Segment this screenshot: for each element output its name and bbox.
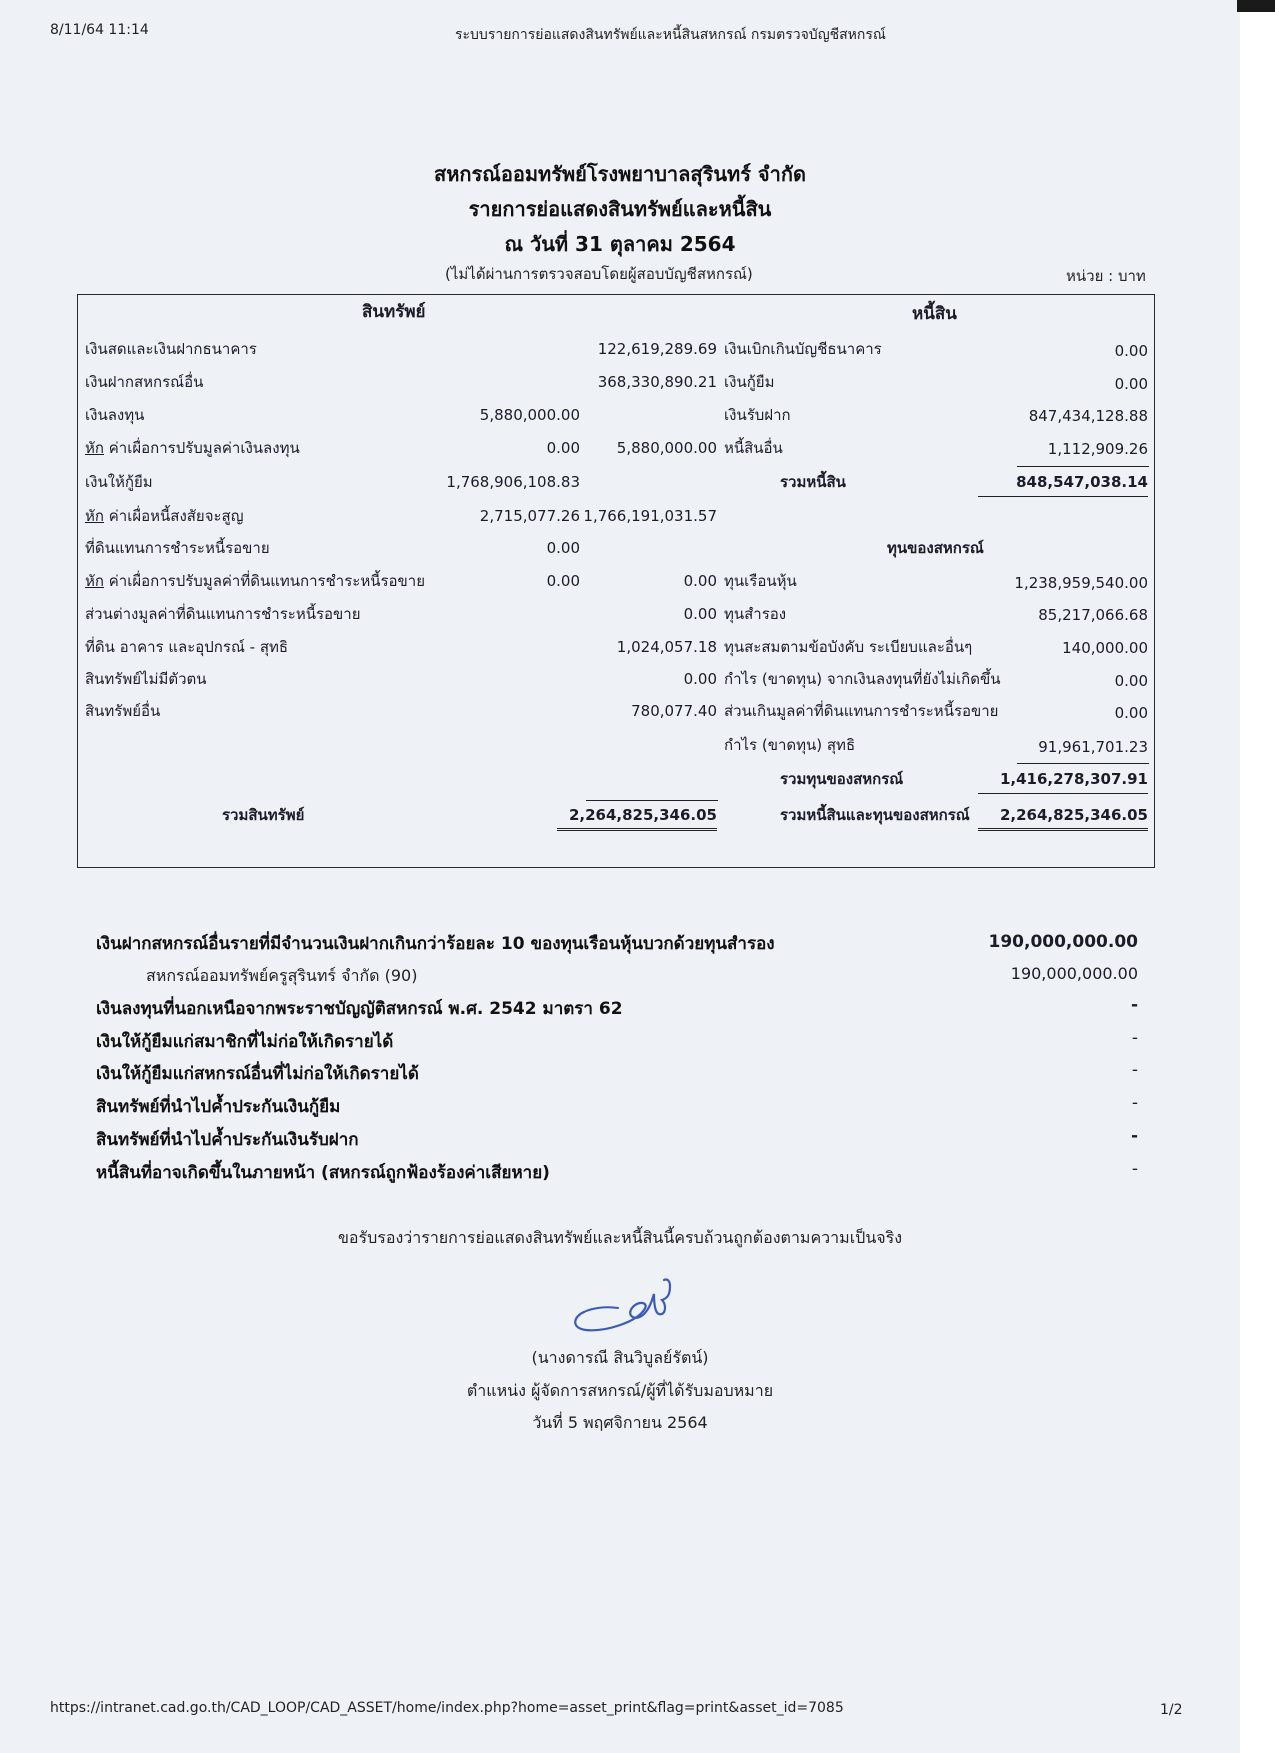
equity-heading: ทุนของสหกรณ์ [887, 539, 984, 557]
intangible-label: สินทรัพย์ไม่มีตัวตน [85, 670, 207, 688]
foreclosed-net: 0.00 [683, 572, 717, 590]
pledged-deposits-value: - [1130, 1126, 1138, 1146]
foreclosed-excess-label: ส่วนเกินมูลค่าที่ดินแทนการชำระหนี้รอขาย [724, 702, 999, 720]
foreclosed-excess: 0.00 [1114, 704, 1148, 722]
other-assets-label: สินทรัพย์อื่น [85, 702, 161, 720]
total-liabilities-label: รวมหนี้สิน [780, 473, 846, 491]
investment-adj: 0.00 [546, 439, 580, 457]
other-liabilities-label: หนี้สินอื่น [724, 439, 783, 457]
total-liabilities-rule [1017, 466, 1149, 467]
npl-members-label: เงินให้กู้ยืมแก่สมาชิกที่ไม่ก่อให้เกิดรายได้ [96, 1032, 394, 1052]
deposits-other-total: 368,330,890.21 [597, 373, 717, 391]
print-system-title: ระบบรายการย่อแสดงสินทรัพย์และหนี้สินสหกรณ์ กรมตรวจบัญชีสหกรณ์ [455, 27, 886, 43]
less-word: หัก [85, 507, 104, 525]
total-assets-label: รวมสินทรัพย์ [222, 806, 305, 824]
print-url: https://intranet.cad.go.th/CAD_LOOP/CAD_ASSET/home/index.php?home=asset_print&flag=print&asset_id=7085 [50, 1700, 844, 1716]
ppe-label: ที่ดิน อาคาร และอุปกรณ์ - สุทธิ [85, 638, 289, 656]
total-equity-label: รวมทุนของสหกรณ์ [780, 770, 904, 788]
foreclosed-gross: 0.00 [546, 539, 580, 557]
signer-name: (นางดารณี สินวิบูลย์รัตน์) [531, 1348, 709, 1367]
large-deposit-detail-label: สหกรณ์ออมทรัพย์ครูสุรินทร์ จำกัด (90) [146, 966, 418, 985]
report-title: รายการย่อแสดงสินทรัพย์และหนี้สิน [468, 197, 772, 221]
less-word: หัก [85, 439, 104, 457]
grand-total-label: รวมหนี้สินและทุนของสหกรณ์ [780, 806, 970, 824]
page-number: 1/2 [1160, 1702, 1183, 1718]
foreclosed-adj-row [85, 571, 425, 591]
org-name: สหกรณ์ออมทรัพย์โรงพยาบาลสุรินทร์ จำกัด [434, 162, 806, 186]
print-timestamp: 8/11/64 11:14 [50, 22, 149, 38]
contingent-label: หนี้สินที่อาจเกิดขึ้นในภายหน้า (สหกรณ์ถูกฟ้องร้องค่าเสียหาย) [96, 1163, 550, 1183]
pledged-loans-label: สินทรัพย์ที่นำไปค้ำประกันเงินกู้ยืม [96, 1097, 341, 1117]
less-word: หัก [85, 572, 104, 590]
borrowings-label: เงินกู้ยืม [724, 373, 775, 391]
total-liabilities: 848,547,038.14 [978, 472, 1148, 497]
other-assets-value: 780,077.40 [631, 702, 717, 720]
unrealized: 0.00 [1114, 672, 1148, 690]
reserve: 85,217,066.68 [1038, 606, 1148, 624]
loans-net: 1,766,191,031.57 [583, 507, 717, 525]
foreclosed-label: ที่ดินแทนการชำระหนี้รอขาย [85, 539, 270, 557]
deposits-label: เงินรับฝาก [724, 406, 791, 424]
cash-total: 122,619,289.69 [597, 340, 717, 358]
liabilities-heading: หนี้สิน [912, 304, 957, 324]
investment-adj-label: ค่าเผื่อการปรับมูลค่าเงินลงทุน [108, 439, 300, 457]
foreclosed-adj-label: ค่าเผื่อการปรับมูลค่าที่ดินแทนการชำระหนี้รอขาย [108, 572, 425, 590]
deposits: 847,434,128.88 [1028, 407, 1148, 425]
net-profit-label: กำไร (ขาดทุน) สุทธิ [724, 736, 856, 754]
large-deposit-detail-value: 190,000,000.00 [1010, 964, 1138, 983]
doubtful-label: ค่าเผื่อหนี้สงสัยจะสูญ [108, 507, 244, 525]
total-assets: 2,264,825,346.05 [557, 805, 717, 831]
investment-adj-row [85, 438, 300, 458]
doubtful: 2,715,077.26 [479, 507, 580, 525]
contingent-value: - [1131, 1159, 1138, 1179]
certification-statement: ขอรับรองว่ารายการย่อแสดงสินทรัพย์และหนี้สินนี้ครบถ้วนถูกต้องตามความเป็นจริง [337, 1228, 903, 1247]
loans-gross: 1,768,906,108.83 [446, 473, 580, 491]
loans-label: เงินให้กู้ยืม [85, 473, 153, 491]
investment-gross: 5,880,000.00 [479, 406, 580, 424]
assets-heading: สินทรัพย์ [362, 302, 426, 322]
pledged-loans-value: - [1131, 1093, 1138, 1113]
other-liabilities: 1,112,909.26 [1047, 440, 1148, 458]
deposits-other-label: เงินฝากสหกรณ์อื่น [85, 373, 204, 391]
signature [566, 1264, 686, 1339]
foreclosed-diff-label: ส่วนต่างมูลค่าที่ดินแทนการชำระหนี้รอขาย [85, 605, 361, 623]
large-deposit-label: เงินฝากสหกรณ์อื่นรายที่มีจำนวนเงินฝากเกินกว่าร้อยละ 10 ของทุนเรือนหุ้นบวกด้วยทุนสำรอง [96, 934, 775, 954]
currency-unit: หน่วย : บาท [1066, 267, 1146, 285]
doubtful-row [85, 506, 244, 526]
outside-investment-value: - [1130, 995, 1138, 1015]
net-profit: 91,961,701.23 [1038, 738, 1148, 756]
grand-total: 2,264,825,346.05 [978, 805, 1148, 831]
ppe-value: 1,024,057.18 [616, 638, 717, 656]
npl-coops-value: - [1131, 1060, 1138, 1080]
npl-members-value: - [1131, 1028, 1138, 1048]
investment-net: 5,880,000.00 [616, 439, 717, 457]
pledged-deposits-label: สินทรัพย์ที่นำไปค้ำประกันเงินรับฝาก [96, 1130, 359, 1150]
signer-position: ตำแหน่ง ผู้จัดการสหกรณ์/ผู้ที่ได้รับมอบหมาย [466, 1381, 774, 1400]
scan-edge-shadow [1237, 0, 1275, 12]
foreclosed-adj: 0.00 [546, 572, 580, 590]
total-assets-rule [586, 800, 718, 801]
reserve-label: ทุนสำรอง [724, 605, 787, 623]
scan-edge [1240, 0, 1275, 1753]
investment-label: เงินลงทุน [85, 406, 145, 424]
foreclosed-diff: 0.00 [683, 605, 717, 623]
cash-label: เงินสดและเงินฝากธนาคาร [85, 340, 257, 358]
shares-label: ทุนเรือนหุ้น [724, 572, 797, 590]
borrowings: 0.00 [1114, 375, 1148, 393]
certification-date: วันที่ 5 พฤศจิกายน 2564 [532, 1413, 708, 1432]
intangible-value: 0.00 [683, 670, 717, 688]
npl-coops-label: เงินให้กู้ยืมแก่สหกรณ์อื่นที่ไม่ก่อให้เกิดรายได้ [96, 1064, 419, 1084]
funds-label: ทุนสะสมตามข้อบังคับ ระเบียบและอื่นๆ [724, 638, 973, 656]
shares: 1,238,959,540.00 [1014, 574, 1148, 592]
audit-note: (ไม่ได้ผ่านการตรวจสอบโดยผู้สอบบัญชีสหกรณ์) [445, 265, 753, 283]
overdraft-label: เงินเบิกเกินบัญชีธนาคาร [724, 340, 882, 358]
outside-investment-label: เงินลงทุนที่นอกเหนือจากพระราชบัญญัติสหกรณ์ พ.ศ. 2542 มาตรา 62 [96, 999, 623, 1019]
unrealized-label: กำไร (ขาดทุน) จากเงินลงทุนที่ยังไม่เกิดขึ้น [724, 670, 1001, 688]
large-deposit-value: 190,000,000.00 [988, 932, 1138, 952]
total-equity-rule [1017, 763, 1149, 764]
total-equity: 1,416,278,307.91 [978, 769, 1148, 794]
funds: 140,000.00 [1062, 639, 1148, 657]
report-date: ณ วันที่ 31 ตุลาคม 2564 [504, 232, 736, 256]
overdraft: 0.00 [1114, 342, 1148, 360]
